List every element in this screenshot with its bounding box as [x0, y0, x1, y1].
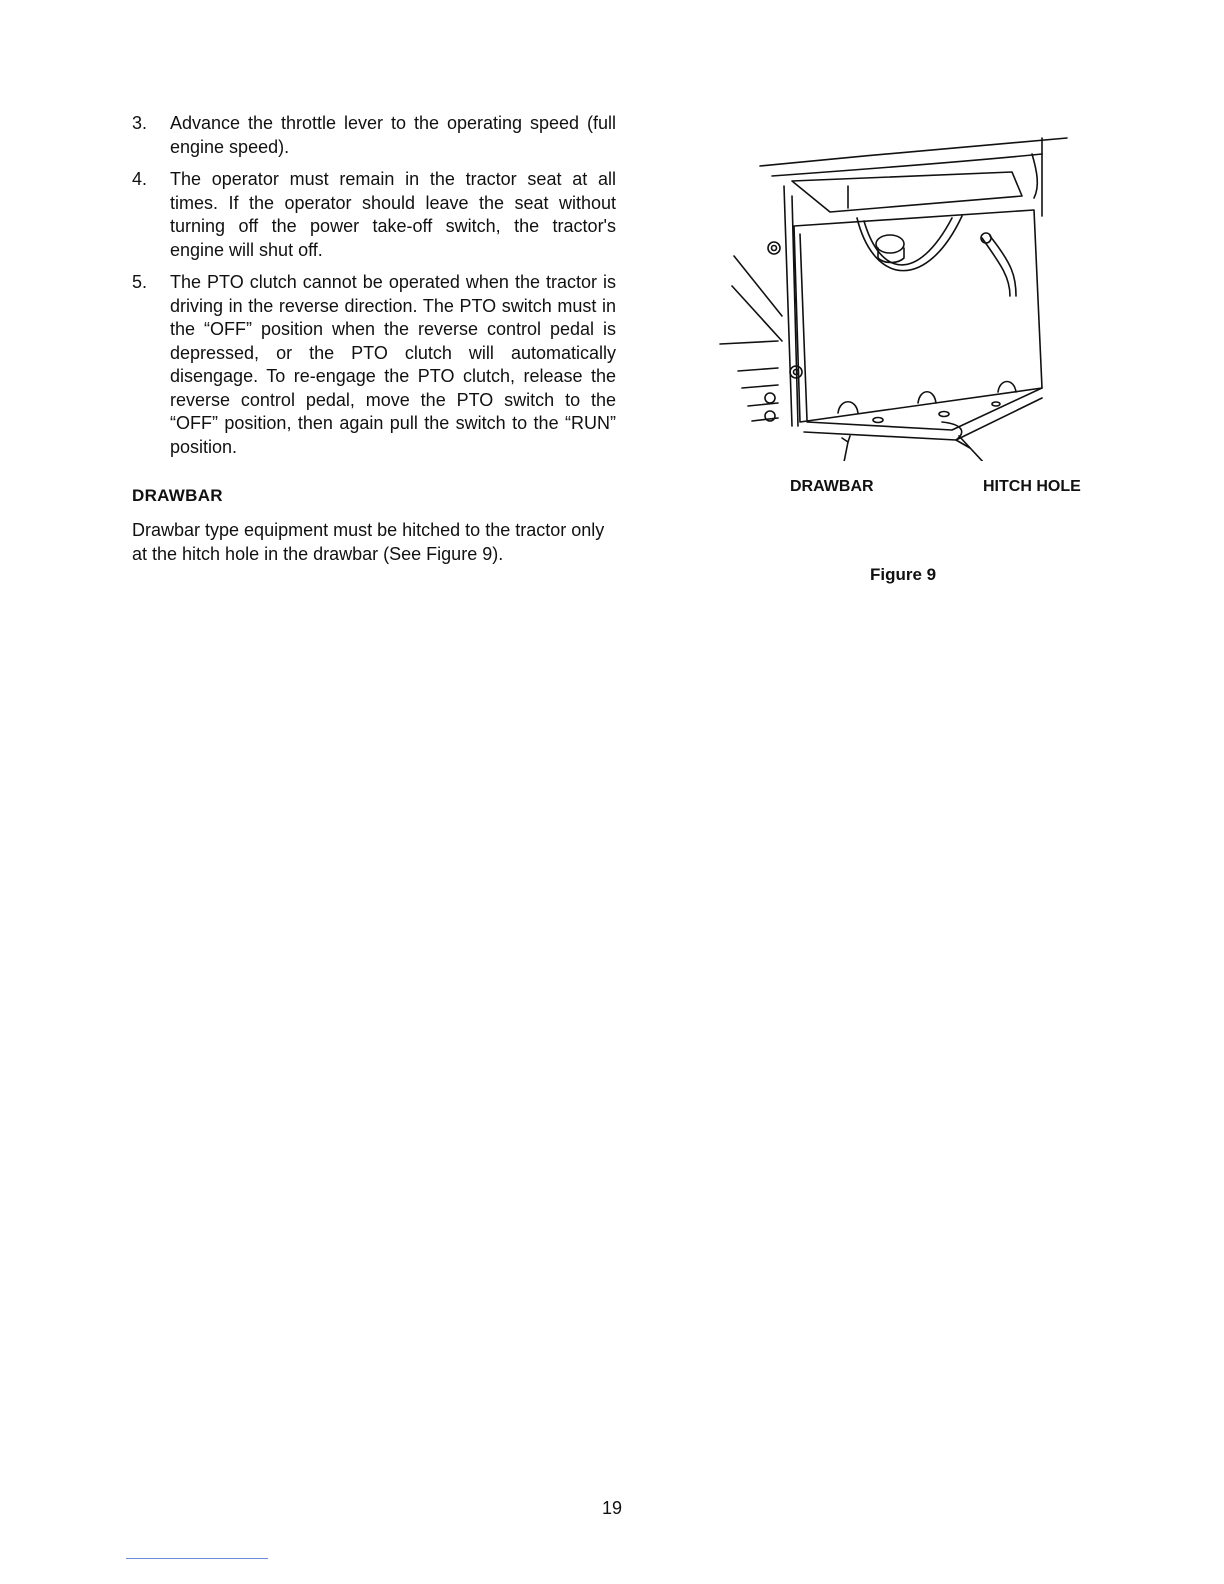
step-text: The PTO clutch cannot be operated when the tractor is driving in the reverse direction. The PTO switch must in the “OFF” position when the reverse control pedal is depressed, or the PTO clutch will automatically disengage. To re-engage the PTO clutch, release the reverse control pedal, move the PTO switch to the “OFF” position, then again pull the switch to the “RUN” position. [170, 272, 616, 457]
list-item [132, 168, 616, 262]
step-number: 3. [132, 113, 148, 133]
list-item [132, 271, 616, 459]
step-text: Advance the throttle lever to the operating speed (full engine speed). [170, 113, 616, 157]
step-text: The operator must remain in the tractor seat at all times. If the operator should leave the seat without turning off the power take-off switch, the tractor's engine will shut off. [170, 169, 616, 260]
drawbar-callout-label: DRAWBAR [790, 478, 874, 495]
step-number: 5. [132, 272, 148, 292]
instruction-list [132, 112, 616, 459]
list-item [132, 112, 616, 159]
drawbar-heading: DRAWBAR [132, 486, 223, 505]
hitch-hole-callout-label: HITCH HOLE [983, 478, 1081, 495]
drawbar-paragraph: Drawbar type equipment must be hitched to the tractor only at the hitch hole in the drawbar (See Figure 9). [132, 520, 605, 564]
figure-caption: Figure 9 [870, 565, 937, 584]
footer-divider [126, 1558, 268, 1559]
page-number: 19 [601, 1498, 623, 1518]
main-text-column [132, 112, 616, 566]
drawbar-illustration [712, 126, 1092, 461]
step-number: 4. [132, 169, 148, 189]
